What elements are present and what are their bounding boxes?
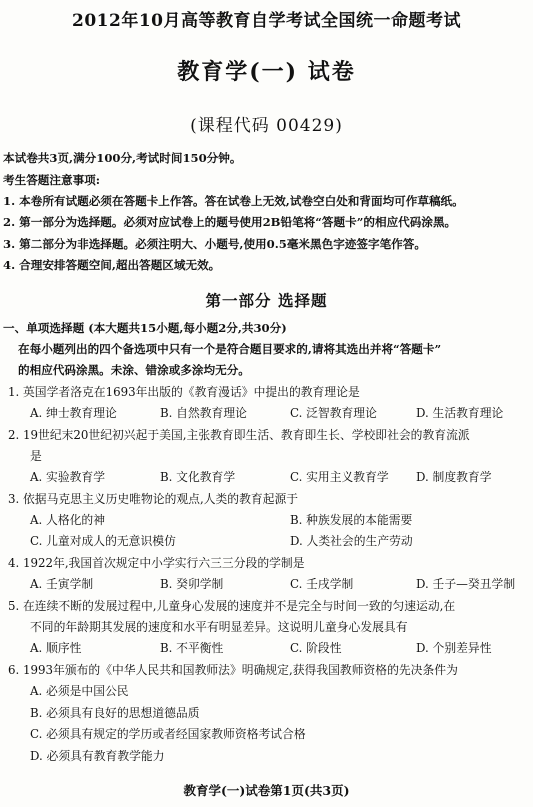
- intro-note-4: 4. 合理安排答题空间,超出答题区域无效。: [3, 258, 221, 272]
- question-3-stem: 3. 依据马克思主义历史唯物论的观点,人类的教育起源于: [8, 492, 299, 506]
- question-1-option-c: C. 泛智教育理论: [290, 406, 377, 420]
- page-footer: 教育学(一)试卷第1页(共3页): [183, 783, 350, 798]
- question-1-option-a: A. 绅士教育理论: [30, 406, 117, 420]
- intro-pages-score: 本试卷共3页,满分100分,考试时间150分钟。: [3, 151, 242, 165]
- question-6-stem: 6. 1993年颁布的《中华人民共和国教师法》明确规定,获得我国教师资格的先决条件为: [8, 663, 458, 677]
- question-3-option-c: C. 儿童对成人的无意识模仿: [30, 534, 176, 548]
- question-1-option-d: D. 生活教育理论: [416, 406, 504, 420]
- question-4-option-d: D. 壬子—癸丑学制: [416, 577, 516, 591]
- question-4-option-c: C. 壬戌学制: [290, 577, 354, 591]
- question-2-option-c: C. 实用主义教育学: [290, 470, 389, 484]
- question-4-option-a: A. 壬寅学制: [30, 577, 94, 591]
- section-instruction-2: 的相应代码涂黑。未涂、错涂或多涂均无分。: [18, 363, 250, 377]
- question-5-stem-line2: 不同的年龄期其发展的速度和水平有明显差异。这说明儿童身心发展具有: [30, 620, 408, 634]
- question-2-option-d: D. 制度教育学: [416, 470, 492, 484]
- question-5-option-b: B. 不平衡性: [160, 641, 224, 655]
- intro-note-3: 3. 第二部分为非选择题。必须注明大、小题号,使用0.5毫米黑色字迹签字笔作答。: [3, 237, 426, 251]
- question-2-stem-line2: 是: [30, 449, 42, 463]
- question-4-option-b: B. 癸卯学制: [160, 577, 224, 591]
- question-6-option-b: B. 必须具有良好的思想道德品质: [30, 706, 200, 720]
- question-3-option-a: A. 人格化的神: [30, 513, 106, 527]
- question-5-option-c: C. 阶段性: [290, 641, 342, 655]
- question-6-option-c: C. 必须具有规定的学历或者经国家教师资格考试合格: [30, 727, 306, 741]
- question-3-option-d: D. 人类社会的生产劳动: [290, 534, 413, 548]
- section-heading: 一、单项选择题 (本大题共15小题,每小题2分,共30分): [3, 321, 287, 335]
- question-6-option-d: D. 必须具有教育教学能力: [30, 749, 165, 763]
- question-4-stem: 4. 1922年,我国首次规定中小学实行六三三分段的学制是: [8, 556, 305, 570]
- intro-note-2: 2. 第一部分为选择题。必须对应试卷上的题号使用2B铅笔将“答题卡”的相应代码涂黑。: [3, 215, 457, 229]
- question-1-stem: 1. 英国学者洛克在1693年出版的《教育漫话》中提出的教育理论是: [8, 385, 360, 399]
- intro-note-1: 1. 本卷所有试题必须在答题卡上作答。答在试卷上无效,试卷空白处和背面均可作草稿纸。: [3, 194, 464, 208]
- question-2-stem-line1: 2. 19世纪末20世纪初兴起于美国,主张教育即生活、教育即生长、学校即社会的教育流派: [8, 428, 470, 442]
- question-2-option-a: A. 实验教育学: [30, 470, 106, 484]
- question-2-option-b: B. 文化教育学: [160, 470, 236, 484]
- question-5-option-a: A. 顺序性: [30, 641, 82, 655]
- question-3-option-b: B. 种族发展的本能需要: [290, 513, 413, 527]
- question-5-option-d: D. 个别差异性: [416, 641, 492, 655]
- question-1-option-b: B. 自然教育理论: [160, 406, 247, 420]
- section-instruction-1: 在每小题列出的四个备选项中只有一个是符合题目要求的,请将其选出并将“答题卡”: [18, 342, 442, 356]
- question-5-stem-line1: 5. 在连续不断的发展过程中,儿童身心发展的速度并不是完全与时间一致的匀速运动,在: [8, 599, 456, 613]
- course-code: (课程代码 00429): [190, 116, 343, 136]
- section-title: 第一部分 选择题: [205, 291, 328, 310]
- question-6-option-a: A. 必须是中国公民: [30, 684, 129, 698]
- paper-title: 教育学(一) 试卷: [177, 59, 356, 85]
- exam-title: 2012年10月高等教育自学考试全国统一命题考试: [72, 11, 461, 31]
- intro-notes-title: 考生答题注意事项:: [3, 173, 101, 187]
